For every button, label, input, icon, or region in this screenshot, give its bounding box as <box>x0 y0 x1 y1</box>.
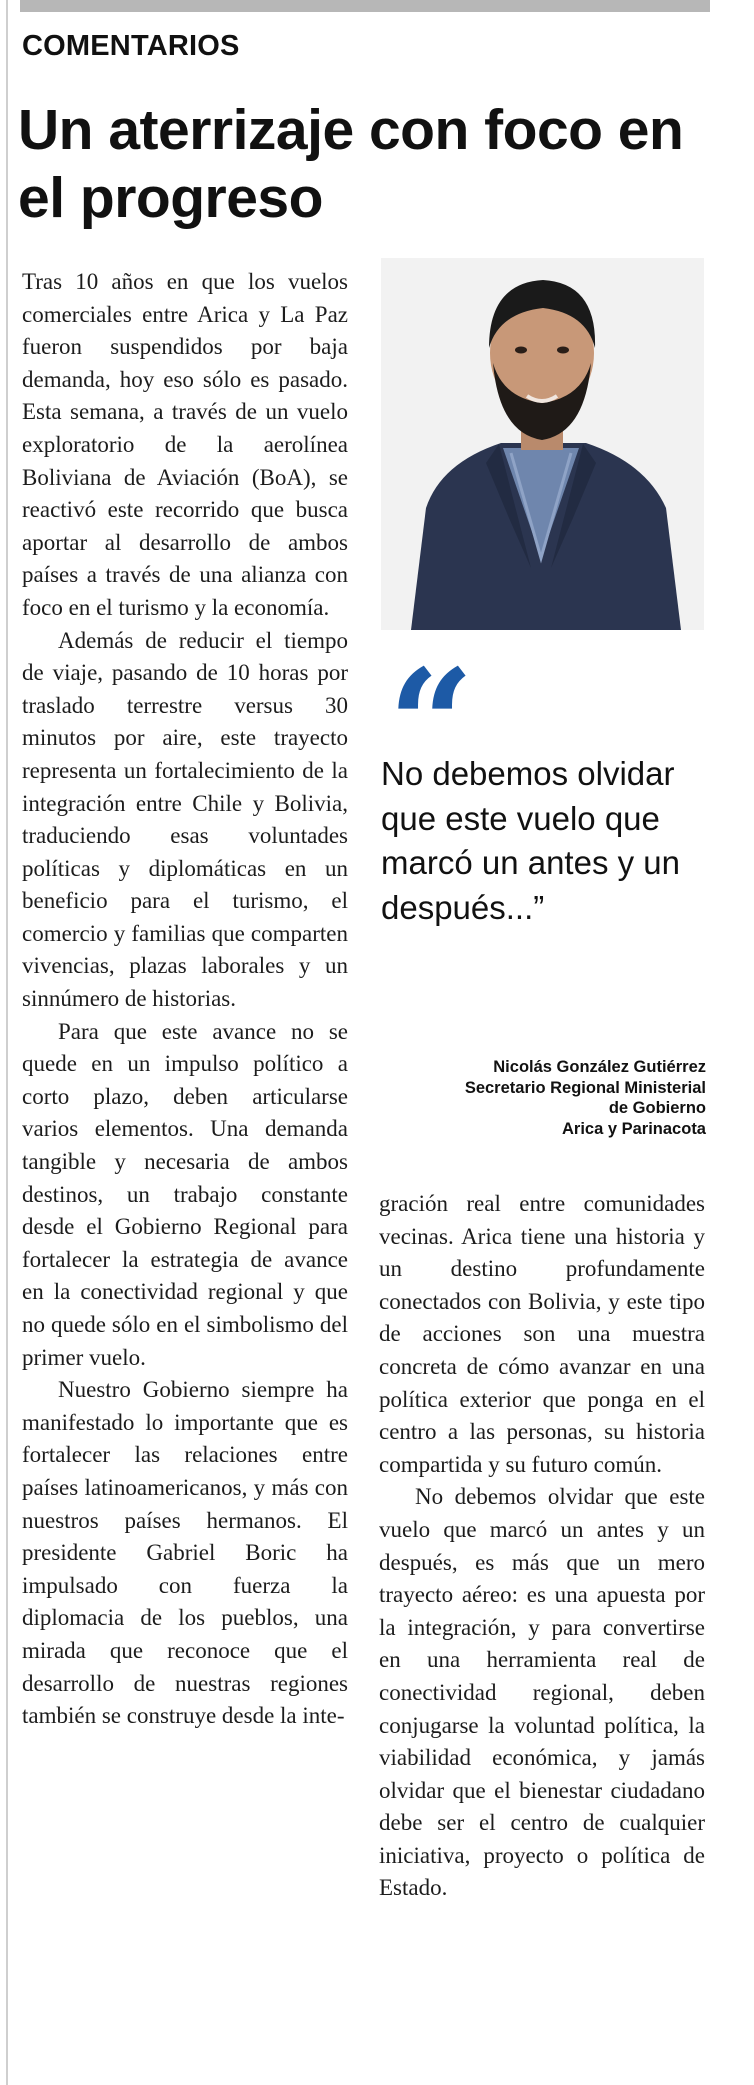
paragraph: gración real entre comunidades vecinas. Arica tiene una historia y un destino profundamente conectados con Bolivia, y este tipo de acciones son una muestra concreta de cómo avanzar en una política exterior que ponga en el centro a las personas, su historia compartida y su futuro común. <box>379 1191 705 1477</box>
author-title-line2: de Gobierno <box>608 1099 706 1117</box>
author-photo <box>381 258 704 630</box>
column-rule <box>6 0 8 2085</box>
quote-mark-icon: “ <box>388 637 475 813</box>
paragraph: Nuestro Gobierno siempre ha manifestado lo importante que es fortalecer las relaciones entre países latinoamericanos, y más con nuestros países hermanos. El presidente Gabriel Boric ha impulsado con fuerza la diplomacia de los pueblos, una mirada que reconoce que el desarrollo de nuestras regiones también se construye desde la inte- <box>22 1377 348 1729</box>
top-bar <box>20 0 710 12</box>
paragraph: Tras 10 años en que los vuelos comerciales entre Arica y La Paz fueron suspendidos por baja demanda, hoy eso sólo es pasado. Esta semana, a través de un vuelo exploratorio de la aerolínea Boliviana de Aviación (BoA), se reactivó este recorrido que busca aportar al desarrollo de ambos países a través de una alianza con foco en el turismo y la economía. <box>22 269 348 620</box>
author-portrait-illustration <box>381 258 704 630</box>
headline: Un aterrizaje con foco en el progreso <box>18 98 684 230</box>
paragraph: No debemos olvidar que este vuelo que marcó un antes y un después, es más que un mero trayecto aéreo: es una apuesta por la integración, y para convertirse en una herramienta real de conectividad regional, deben conjugarse la voluntad política, la viabilidad económica, y jamás olvidar que el bienestar ciudadano debe ser el centro de cualquier iniciativa, proyecto o política de Estado. <box>379 1484 705 1901</box>
author-attribution <box>380 1057 706 1139</box>
pull-quote: No debemos olvidar que este vuelo que marcó un antes y un después...” <box>381 755 680 926</box>
article-column-left <box>22 266 348 1733</box>
author-name: Nicolás González Gutiérrez <box>493 1058 706 1076</box>
section-label: COMENTARIOS <box>22 30 240 62</box>
paragraph: Para que este avance no se quede en un impulso político a corto plazo, deben articularse varios elementos. Una demanda tangible y necesaria de ambos destinos, un trabajo constante desde el Gobierno Regional para fortalecer la estrategia de avance en la conectividad regional y que no quede sólo en el simbolismo del primer vuelo. <box>22 1018 348 1370</box>
paragraph: Además de reducir el tiempo de viaje, pasando de 10 horas por traslado terrestre versus 30 minutos por aire, este trayecto representa un fortalecimiento de la integración entre Chile y Bolivia, traduciendo esas voluntades políticas y diplomáticas en un beneficio para el turismo, el comercio y familias que comparten vivencias, plazas laborales y un sinnúmero de historias. <box>22 627 348 1012</box>
article-column-right <box>379 1188 705 1905</box>
author-title: Secretario Regional Ministerial <box>464 1078 706 1097</box>
author-region: Arica y Parinacota <box>562 1119 706 1138</box>
